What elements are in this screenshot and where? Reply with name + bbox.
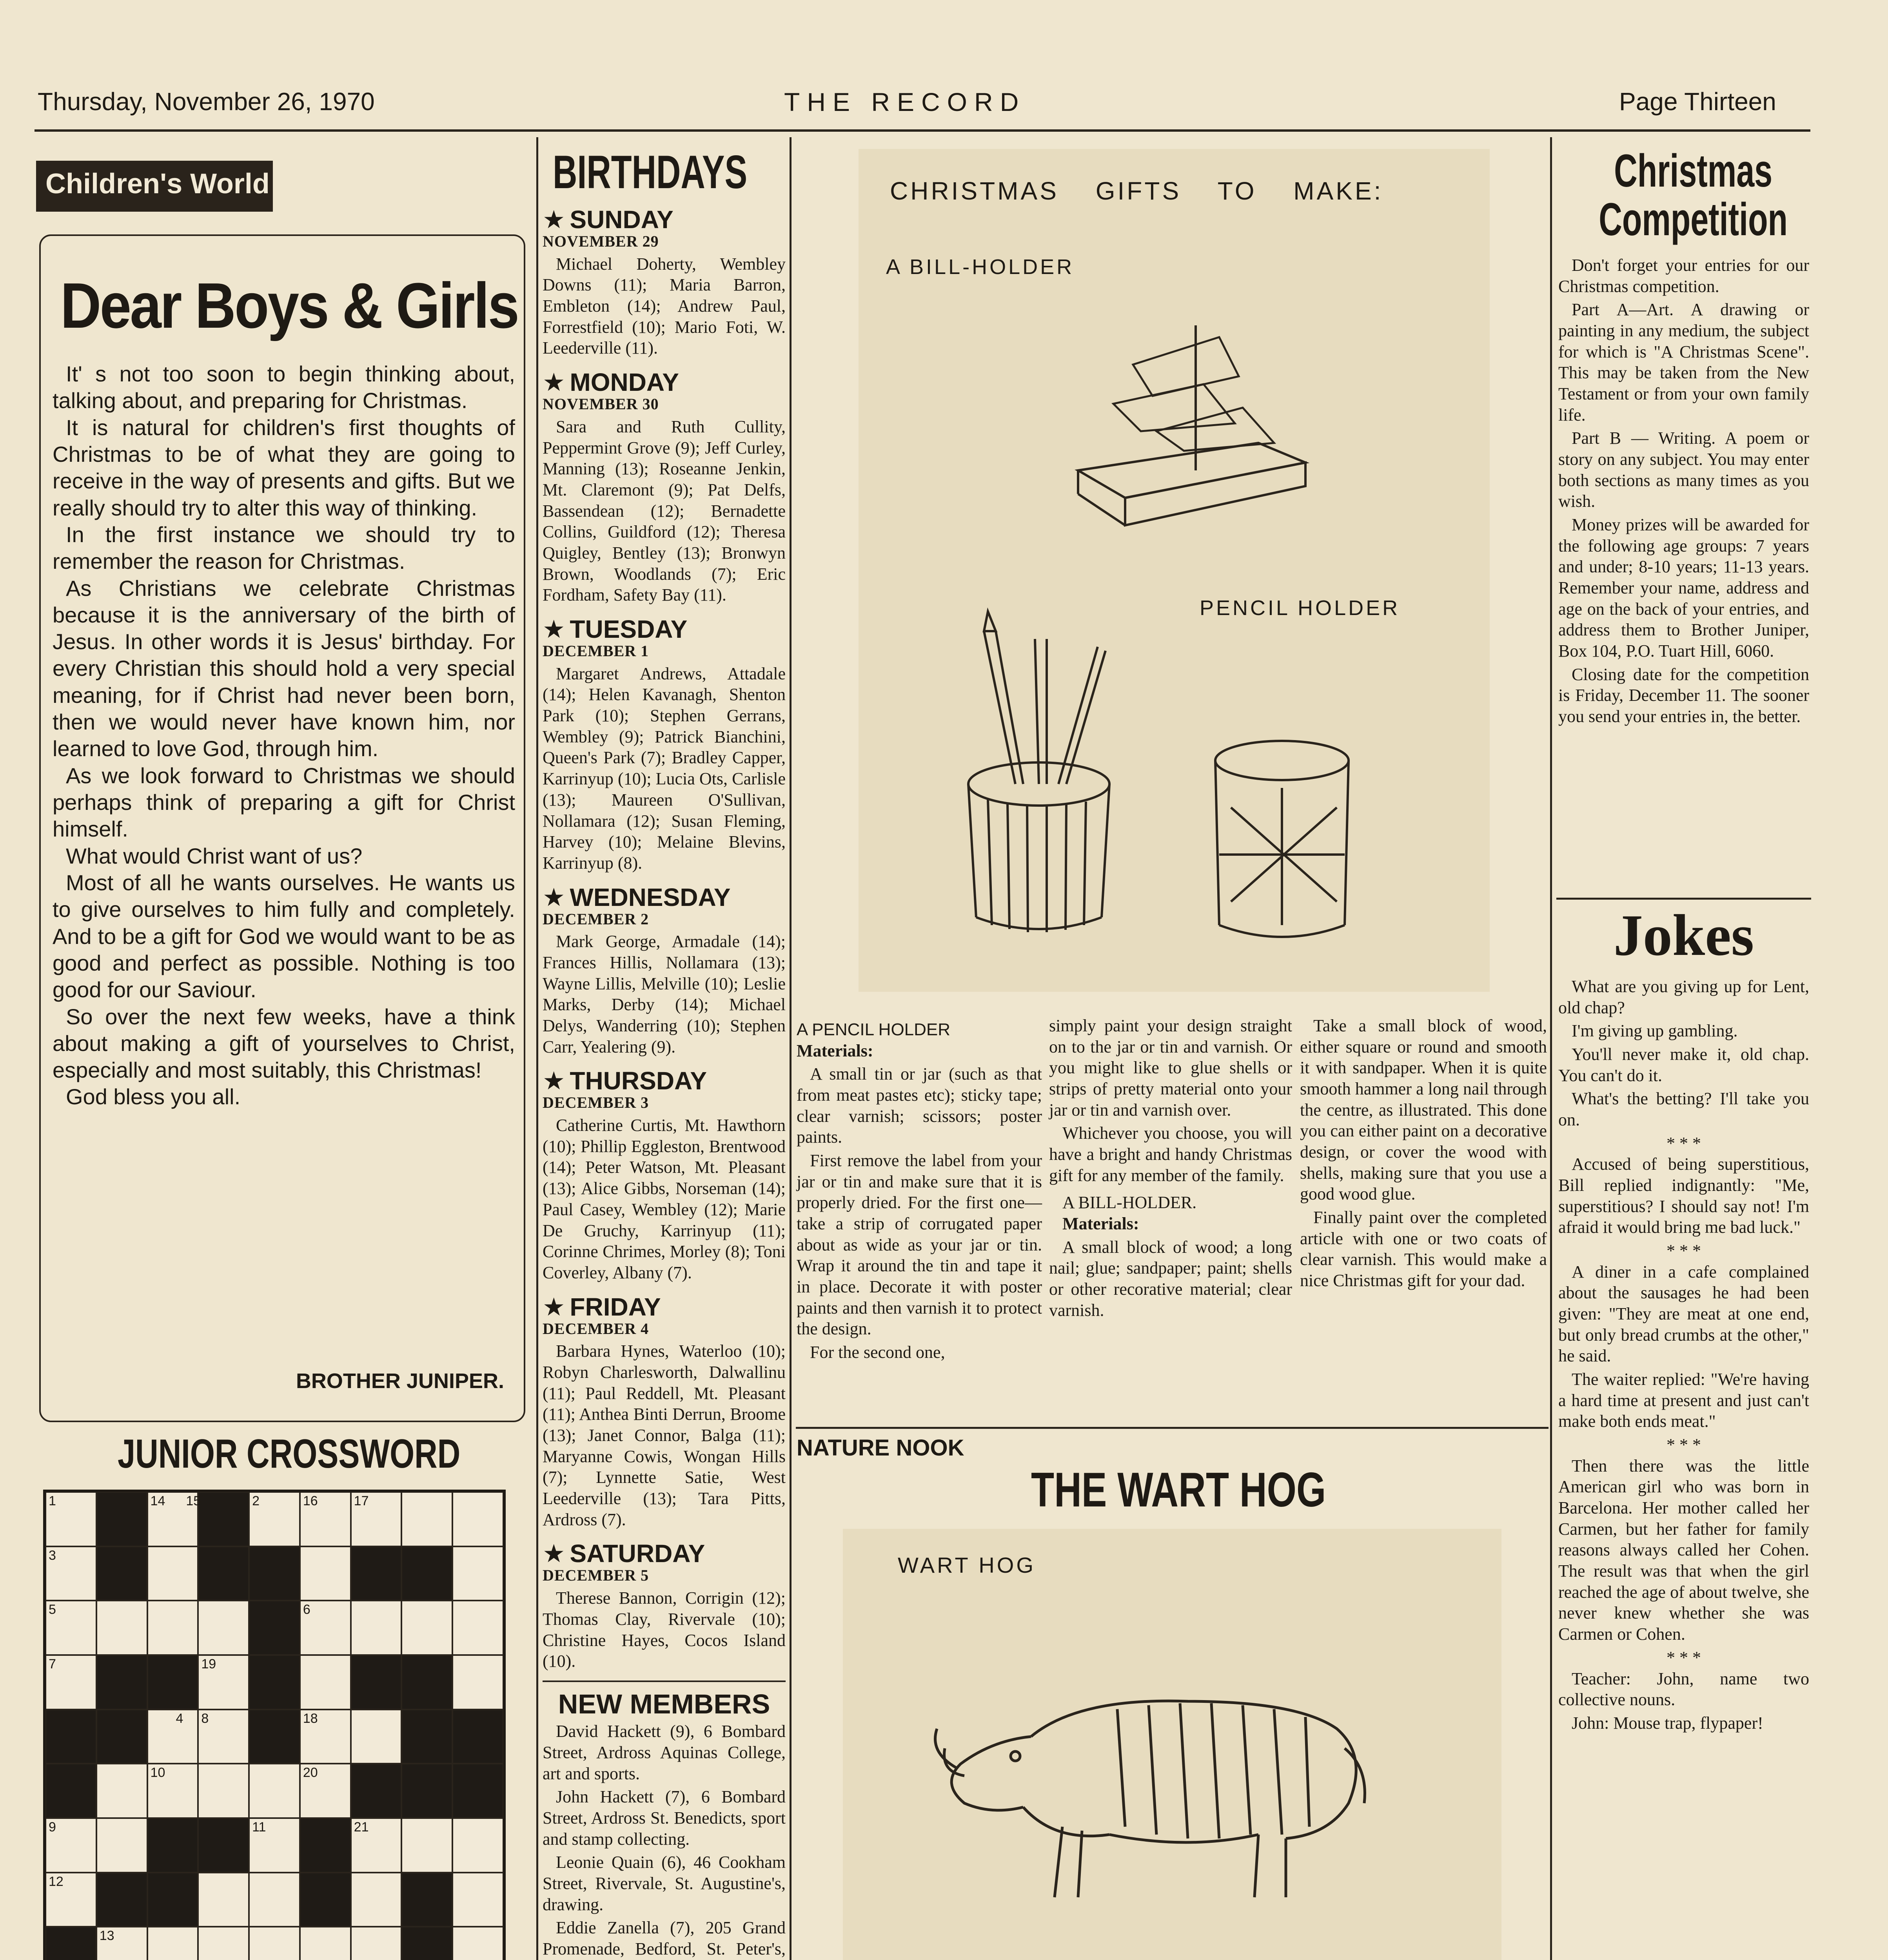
star-icon: ★ (543, 1067, 565, 1095)
crossword-black-cell (96, 1546, 147, 1601)
birthday-names: Mark George, Armadale (14); Frances Hillis, Nollamara (13); Wayne Lillis, Melville (10); Leslie Marks, Derby (14); Michael Delys, Wanderring (10); Stephen Carr, Yealering (9). (543, 932, 786, 1056)
masthead-rule (34, 129, 1810, 132)
crossword-black-cell (401, 1764, 452, 1818)
competition-paragraph: Closing date for the competition is Friday, December 11. The sooner you send your entries in, the better. (1558, 664, 1809, 726)
birthday-date: DECEMBER 2 (543, 910, 649, 928)
birthday-day-heading (543, 617, 786, 642)
crossword-number: 18 (303, 1711, 318, 1726)
joke-paragraph: John: Mouse trap, flypaper! (1572, 1713, 1763, 1733)
gifts-paragraph: Take a small block of wood, either square or round and smooth it with sandpaper. When it is quite smooth hammer a long nail through the centre, as illustrated. This done you can either paint on a decorative design, or cover the wood with shells, making sure that you use a good wood glue. (1300, 1016, 1547, 1204)
birthdays-title: BIRTHDAYS (553, 146, 748, 198)
column-rule-1 (536, 137, 538, 1960)
birthday-day-name: MONDAY (570, 368, 679, 397)
crossword-black-cell (401, 1873, 452, 1927)
crossword-cell[interactable] (198, 1764, 249, 1818)
masthead-date: Thursday, November 26, 1970 (38, 87, 375, 116)
crossword-black-cell (96, 1492, 147, 1546)
letter-paragraph: Most of all he wants ourselves. He wants us to give ourselves to him fully and completely. And to be a gift for God we would want to be as good and perfect as possible. Nothing is too good for our Saviour. (53, 870, 515, 1002)
birthday-day (543, 1294, 786, 1530)
crossword-cell[interactable] (147, 1710, 198, 1764)
crossword-black-cell (249, 1710, 300, 1764)
letter-paragraph: It' s not too soon to begin thinking about, talking about, and preparing for Christmas. (53, 361, 515, 413)
crossword-black-cell (198, 1492, 249, 1546)
crossword-black-cell (452, 1764, 503, 1818)
gifts-text-col-3 (1300, 1015, 1547, 1294)
crossword-number: 2 (252, 1494, 260, 1508)
birthday-day-heading (543, 885, 786, 910)
competition-paragraph: Part B — Writing. A poem or story on any subject. You may enter both sections as many times as you wish. (1558, 428, 1809, 511)
birthday-day-heading (543, 1541, 786, 1566)
star-icon: ★ (543, 615, 565, 643)
crossword-black-cell (45, 1927, 96, 1960)
crossword-black-cell (452, 1710, 503, 1764)
star-icon: ★ (543, 1539, 565, 1568)
joke-separator: * * * (1667, 1241, 1701, 1261)
crossword-number: 12 (49, 1874, 64, 1889)
gifts-paragraph: A small tin or jar (such as that from meat pastes etc); sticky tape; clear varnish; scissors; poster paints. (797, 1064, 1042, 1147)
birthday-day (543, 885, 786, 1058)
pencil-holder-heading: A PENCIL HOLDER (797, 1020, 951, 1039)
bill-holder-drawing (1055, 314, 1329, 557)
crossword-number: 16 (303, 1494, 318, 1508)
gifts-paragraph: Whichever you choose, you will have a bright and handy Christmas gift for any member of the family. (1049, 1123, 1292, 1185)
crossword-cell[interactable] (147, 1546, 198, 1601)
crossword-black-cell (147, 1655, 198, 1710)
birthday-day-heading (543, 1294, 786, 1319)
crossword-number: 6 (303, 1602, 310, 1617)
joke-paragraph: Then there was the little American girl who was born in Barcelona. Her mother called her Carmen, but her father for family reasons always called her Cohen. The result was that when the girl reached the age of about twelve, she never knew whether she was Carmen or Cohen. (1558, 1456, 1809, 1644)
jokes-rule (1556, 898, 1811, 900)
birthday-date: NOVEMBER 29 (543, 232, 659, 250)
crossword-black-cell (300, 1873, 351, 1927)
birthday-day-heading (543, 1068, 786, 1093)
bill-holder-label: A BILL-HOLDER (886, 255, 1075, 279)
new-members-title: NEW MEMBERS (558, 1688, 770, 1719)
crossword-black-cell (147, 1873, 198, 1927)
competition-paragraph: Money prizes will be awarded for the following age groups: 7 years and under; 8-10 years; 11-13 years. Remember your name, address and age on the back of your entries, and address them to Brother Juniper, Box 104, P.O. Tuart Hill, 6060. (1558, 515, 1809, 661)
crossword-cell[interactable] (452, 1818, 503, 1873)
birthday-names: Michael Doherty, Wembley Downs (11); Maria Barron, Embleton (14); Andrew Paul, Forrestfield (10); Mario Foti, W. Leederville (11). (543, 254, 786, 358)
joke-paragraph: What are you giving up for Lent, old chap? (1558, 977, 1809, 1017)
crossword-cell[interactable] (401, 1492, 452, 1546)
masthead-paper: THE RECORD (784, 87, 1026, 116)
crossword-cell[interactable] (96, 1764, 147, 1818)
letter-signature: BROTHER JUNIPER. (296, 1369, 504, 1393)
gifts-paragraph: First remove the label from your jar or tin and make sure that it is properly dried. For the first one—take a strip of corrugated paper about as wide as your jar or tin. Wrap it around the tin and tape it in place. Decorate it with poster paints and then varnish it to protect the design. (797, 1151, 1042, 1339)
gifts-paragraph: Finally paint over the completed article with one or two coats of clear varnish. This would make a nice Christmas gift for your dad. (1300, 1208, 1547, 1290)
crossword-number: 14 (150, 1494, 165, 1508)
birthday-day (543, 1541, 786, 1671)
wart-hog-illustration (913, 1639, 1423, 1913)
birthday-day-name: SUNDAY (570, 205, 674, 234)
star-icon: ★ (543, 883, 565, 911)
crossword-black-cell (401, 1710, 452, 1764)
letter-paragraph: As Christians we celebrate Christmas because it is the anniversary of the birth of Jesus. In other words it is Jesus' birthday. For every Christian this should hold a very special meaning, for if Christ had never been born, then we would never have known him, nor learned to love God, through him. (53, 575, 515, 761)
crossword-cell[interactable] (249, 1764, 300, 1818)
joke-separator: * * * (1667, 1648, 1701, 1667)
crossword-black-cell (351, 1546, 402, 1601)
letter-paragraph: So over the next few weeks, have a think about making a gift of yourselves to Christ, especially and most suitably, this Christmas! (53, 1004, 515, 1083)
crossword-black-cell (351, 1764, 402, 1818)
birthday-day (543, 370, 786, 606)
crossword-cell[interactable] (198, 1601, 249, 1655)
crossword-number: 8 (201, 1711, 209, 1726)
joke-paragraph: Accused of being superstitious, Bill replied indignantly: "Me, superstitious? I should say not! I'm afraid it would bring me bad luck." (1558, 1154, 1809, 1237)
column-rule-2 (790, 137, 792, 1960)
crossword-number: 15 (186, 1494, 201, 1508)
competition-title (1558, 147, 1817, 244)
crossword-cell[interactable] (452, 1655, 503, 1710)
competition-title-text: Christmas Competition (1599, 145, 1788, 245)
new-member-entry: John Hackett (7), 6 Bombard Street, Ardross St. Benedicts, sport and stamp collecting. (543, 1787, 786, 1849)
crossword-number: 13 (99, 1928, 114, 1944)
birthday-day-name: THURSDAY (570, 1067, 707, 1095)
joke-paragraph: A diner in a cafe complained about the sausages he had been given: "They are meat at one end, but only bread crumbs at the other," he said. (1558, 1262, 1809, 1366)
joke-paragraph: What's the betting? I'll take you on. (1558, 1089, 1809, 1130)
gifts-text-col-2 (1049, 1015, 1292, 1323)
gifts-materials: Materials: (797, 1041, 873, 1060)
crossword-cell[interactable] (198, 1927, 249, 1960)
crossword-black-cell (96, 1655, 147, 1710)
crossword-black-cell (249, 1546, 300, 1601)
new-member-entry: Leonie Quain (6), 46 Cookham Street, Rivervale, St. Augustine's, drawing. (543, 1853, 786, 1914)
crossword-cell[interactable] (401, 1601, 452, 1655)
joke-paragraph: The waiter replied: "We're having a hard time at present and just can't make both ends meat." (1558, 1370, 1809, 1431)
birthday-date: DECEMBER 3 (543, 1094, 649, 1112)
crossword-cell[interactable] (351, 1710, 402, 1764)
nature-rule (796, 1427, 1549, 1429)
crossword-black-cell (401, 1546, 452, 1601)
birthday-day-name: TUESDAY (570, 615, 688, 643)
joke-paragraph: I'm giving up gambling. (1572, 1021, 1738, 1041)
birthday-day (543, 617, 786, 874)
wart-hog-drawing (843, 1529, 1501, 1960)
crossword-number: 21 (354, 1820, 369, 1835)
crossword-number: 9 (49, 1820, 56, 1835)
letter-paragraph: What would Christ want of us? (66, 843, 363, 868)
birthday-day-name: FRIDAY (570, 1292, 661, 1321)
crossword-number: 4 (176, 1711, 183, 1726)
crossword-cell[interactable] (96, 1818, 147, 1873)
crossword-cell[interactable] (198, 1873, 249, 1927)
crossword-number: 3 (49, 1548, 56, 1563)
crossword-black-cell (351, 1655, 402, 1710)
crossword-black-cell (249, 1655, 300, 1710)
crossword-number: 17 (354, 1494, 369, 1508)
jokes-body (1558, 976, 1809, 1736)
birthday-date: NOVEMBER 30 (543, 395, 659, 413)
crossword-black-cell (96, 1873, 147, 1927)
childrens-world-banner-text: Children's World (45, 168, 270, 200)
gifts-text-col-1 (797, 1019, 1042, 1365)
birthday-day-name: WEDNESDAY (570, 883, 731, 911)
wart-hog-drawing-label: WART HOG (898, 1553, 1036, 1577)
dear-boys-girls-box (39, 234, 525, 1422)
competition-paragraph: Part A—Art. A drawing or painting in any medium, the subject for which is "A Christmas Scene". This may be taken from the New Testament or from your own family life. (1558, 300, 1809, 425)
crossword-black-cell (198, 1546, 249, 1601)
birthday-date: DECEMBER 4 (543, 1319, 649, 1338)
dear-boys-girls-title: Dear Boys & Girls (60, 270, 518, 341)
joke-separator: * * * (1667, 1435, 1701, 1455)
crossword-number: 11 (252, 1820, 266, 1835)
crossword-black-cell (300, 1818, 351, 1873)
crossword-cell[interactable] (147, 1927, 198, 1960)
crossword-black-cell (401, 1927, 452, 1960)
crossword-black-cell (147, 1818, 198, 1873)
new-member-entry: David Hackett (9), 6 Bombard Street, Ardross Aquinas College, art and sports. (543, 1722, 786, 1783)
joke-separator: * * * (1667, 1133, 1701, 1153)
crossword-number: 5 (49, 1602, 56, 1617)
competition-body (1558, 255, 1809, 730)
birthday-date: DECEMBER 5 (543, 1566, 649, 1584)
joke-paragraph: You'll never make it, old chap. You can't do it. (1558, 1045, 1809, 1085)
crossword-cell[interactable] (300, 1546, 351, 1601)
crossword-cell[interactable] (300, 1927, 351, 1960)
crossword-black-cell (45, 1764, 96, 1818)
masthead-page: Page Thirteen (1619, 87, 1776, 116)
letter-paragraph: As we look forward to Christmas we should perhaps think of preparing a gift for Christ himself. (53, 763, 515, 842)
crossword-cell[interactable] (249, 1927, 300, 1960)
birthdays-list (543, 196, 786, 1960)
letter-paragraph: It is natural for children's first thoughts of Christmas to be of what they are going to receive in the way of presents and gifts. But we really should try to alter this way of thinking. (53, 415, 515, 520)
star-icon: ★ (543, 205, 565, 234)
birthday-day (543, 207, 786, 359)
letter-paragraph: In the first instance we should try to remember the reason for Christmas. (53, 522, 515, 574)
crossword-cell[interactable] (249, 1873, 300, 1927)
gifts-drawing-title: CHRISTMAS GIFTS TO MAKE: (890, 177, 1383, 205)
crossword-number: 19 (201, 1657, 216, 1671)
childrens-world-banner (36, 161, 273, 212)
birthday-day-name: SATURDAY (570, 1539, 705, 1568)
crossword-black-cell (401, 1655, 452, 1710)
section-rule (543, 1681, 786, 1682)
crossword-number: 7 (49, 1657, 56, 1671)
crossword-black-cell (249, 1601, 300, 1655)
gifts-paragraph: simply paint your design straight on to the jar or tin and varnish. Or you might like to glue shells or strips of pretty material onto your jar or tin and varnish over. (1049, 1016, 1292, 1120)
bill-holder-heading: A BILL-HOLDER. (1062, 1193, 1197, 1212)
new-member-entry: Eddie Zanella (7), 205 Grand Promenade, Bedford, St. Peter's, (543, 1918, 786, 1958)
gifts-materials: Materials: (1062, 1214, 1139, 1234)
column-rule-3 (1550, 137, 1552, 1960)
birthday-names: Sara and Ruth Cullity, Peppermint Grove (9); Jeff Curley, Manning (13); Roseanne Jenkin, Mt. Claremont (9); Pat Delfs, Bassendean (12); Bernadette Collins, Guildford (12); Theresa Quigley, Bentley (13); Bronwyn Brown, Woodlands (7); Eric Fordham, Safety Bay (11). (543, 417, 786, 605)
crossword-cell[interactable] (401, 1818, 452, 1873)
crossword-cell[interactable] (452, 1873, 503, 1927)
crossword-cell[interactable] (351, 1601, 402, 1655)
crossword-black-cell (198, 1818, 249, 1873)
gifts-drawing (859, 149, 1490, 992)
birthday-day-heading (543, 207, 786, 232)
competition-paragraph: Don't forget your entries for our Christmas competition. (1558, 256, 1809, 296)
crossword-number: 20 (303, 1765, 318, 1780)
crossword-cell[interactable] (452, 1601, 503, 1655)
pencil-holder-drawing (929, 604, 1439, 956)
dear-boys-girls-body (53, 361, 515, 1111)
gifts-paragraph: For the second one, (810, 1343, 945, 1362)
crossword-black-cell (96, 1710, 147, 1764)
crossword-cell[interactable] (300, 1655, 351, 1710)
birthday-day (543, 1068, 786, 1283)
star-icon: ★ (543, 1292, 565, 1321)
birthday-names: Therese Bannon, Corrigin (12); Thomas Clay, Rivervale (10); Christine Hayes, Cocos Island (10). (543, 1588, 786, 1671)
crossword-cell[interactable] (351, 1927, 402, 1960)
crossword-cell[interactable] (147, 1601, 198, 1655)
nature-nook-heading: NATURE NOOK (797, 1435, 964, 1461)
gifts-paragraph: A small block of wood; a long nail; glue; sandpaper; paint; shells or other recorative material; clear varnish. (1049, 1237, 1292, 1320)
letter-paragraph: God bless you all. (66, 1084, 241, 1109)
star-icon: ★ (543, 368, 565, 397)
crossword-grid (43, 1490, 506, 1960)
jokes-title: Jokes (1613, 903, 1754, 968)
birthday-names: Margaret Andrews, Attadale (14); Helen Kavanagh, Shenton Park (10); Stephen Gerrans, Wembley (9); Patrick Bianchini, Queen's Park (7); Bradley Capper, Karrinyup (10); Lucia Ots, Carlisle (13); Maureen O'Sullivan, Nollamara (12); Susan Fleming, Harvey (10); Melaine Blevins, Karrinyup (8). (543, 664, 786, 873)
crossword-cell[interactable] (351, 1873, 402, 1927)
pencil-holder-label: PENCIL HOLDER (1200, 596, 1400, 620)
birthday-date: DECEMBER 1 (543, 642, 649, 660)
crossword-cell[interactable] (96, 1601, 147, 1655)
crossword-black-cell (45, 1710, 96, 1764)
crossword-cell[interactable] (452, 1927, 503, 1960)
birthday-names: Catherine Curtis, Mt. Hawthorn (10); Phillip Eggleston, Brentwood (14); Peter Watson, Mt. Pleasant (13); Alice Gibbs, Norseman (14); Paul Casey, Wembley (12); Marie De Gruchy, Karrinyup (11); Corinne Chrimes, Morley (8); Toni Coverley, Albany (7). (543, 1116, 786, 1282)
birthday-day-heading (543, 370, 786, 395)
wart-hog-title: THE WART HOG (1031, 1463, 1326, 1517)
birthday-names: Barbara Hynes, Waterloo (10); Robyn Charlesworth, Dalwallinu (11); Paul Reddell, Mt. Pleasant (11); Anthea Binti Derrun, Broome (13); Janet Connor, Balga (11); Maryanne Cowis, Wongan Hills (7); Lynnette Satie, West Leederville (13); Tara Pitts, Ardross (7). (543, 1341, 786, 1529)
crossword-number: 10 (150, 1765, 165, 1780)
crossword-title: JUNIOR CROSSWORD (118, 1431, 461, 1477)
crossword-number: 1 (49, 1494, 56, 1508)
joke-paragraph: Teacher: John, name two collective nouns. (1558, 1669, 1809, 1710)
crossword-cell[interactable] (452, 1546, 503, 1601)
crossword-cell[interactable] (452, 1492, 503, 1546)
